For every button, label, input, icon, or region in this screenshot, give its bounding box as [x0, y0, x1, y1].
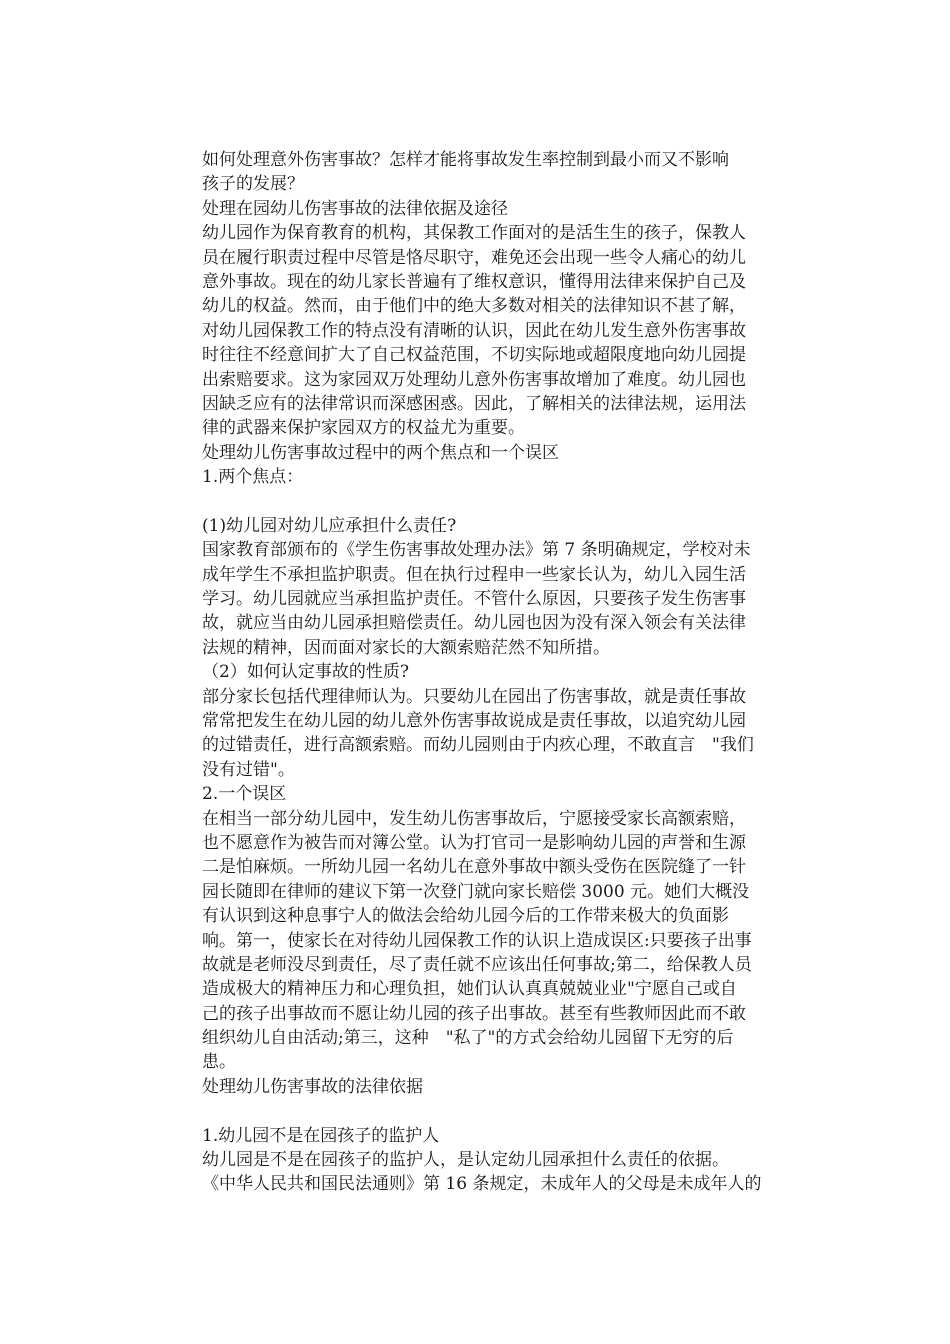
text-line: 时往往不经意间扩大了自己权益范围，不切实际地或超限度地向幼儿园提 [202, 345, 746, 366]
text-line: 患。 [202, 1052, 236, 1073]
document-body [202, 148, 812, 1197]
text-line: 处理在园幼儿伤害事故的法律依据及途径 [202, 198, 508, 219]
text-line: （2）如何认定事故的性质? [202, 662, 409, 683]
text-line: 1.幼儿园不是在园孩子的监护人 [202, 1125, 440, 1146]
text-line: 没有过错"。 [202, 759, 295, 780]
text-line: 幼儿园是不是在园孩子的监护人，是认定幼儿园承担什么责任的依据。 [202, 1150, 729, 1171]
blank-line [202, 1099, 812, 1123]
text-line: 《中华人民共和国民法通则》第 16 条规定，未成年人的父母是未成年人的 [202, 1174, 762, 1195]
text-line: 学习。幼儿园就应当承担监护责任。不管什么原因，只要孩子发生伤害事 [202, 589, 746, 610]
text-line: 幼儿园作为保育教育的机构，其保教工作面对的是活生生的孩子，保教人 [202, 223, 746, 244]
text-line: 法规的精神，因而面对家长的大额索赔茫然不知所措。 [202, 637, 610, 658]
text-line: 的过错责任，进行高额索赔。而幼儿园则由于内疚心理，不敢直言 "我们 [202, 735, 754, 756]
text-line: 在相当一部分幼儿园中，发生幼儿伤害事故后，宁愿接受家长高额索赔， [202, 808, 746, 829]
text-line: 己的孩子出事故而不愿让幼儿园的孩子出事故。甚至有些教师因此而不敢 [202, 1003, 746, 1024]
text-line: 员在履行职责过程中尽管是恪尽职守，难免还会出现一些令人痛心的幼儿 [202, 247, 746, 268]
text-line: 2.一个误区 [202, 784, 287, 805]
text-line: 故就是老师没尽到责任，尽了责任就不应该出任何事故;第二，给保教人员 [202, 954, 752, 975]
text-line: 出索赔要求。这为家园双万处理幼儿意外伤害事故增加了难度。幼儿园也 [202, 369, 746, 390]
text-line: 造成极大的精神压力和心理负担，她们认认真真兢兢业业"宁愿自己或自 [202, 979, 737, 1000]
text-line: 处理幼儿伤害事故过程中的两个焦点和一个误区 [202, 442, 559, 463]
text-line: 国家教育部颁布的《学生伤害事故处理办法》第 7 条明确规定，学校对未 [202, 540, 751, 561]
text-line: 律的武器来保护家园双方的权益尤为重要。 [202, 418, 525, 439]
text-line: 常常把发生在幼儿园的幼儿意外伤害事故说成是责任事故，以追究幼儿园 [202, 710, 746, 731]
text-line: 幼儿的权益。然而，由于他们中的绝大多数对相关的法律知识不甚了解， [202, 296, 746, 317]
text-line: 部分家长包括代理律师认为。只要幼儿在园出了伤害事故，就是责任事故 [202, 686, 746, 707]
text-line: (1)幼儿园对幼儿应承担什么责任? [202, 515, 457, 536]
text-line: 园长随即在律师的建议下第一次登门就向家长赔偿 3000 元。她们大概没 [202, 881, 750, 902]
text-line: 1.两个焦点： [202, 467, 304, 488]
text-line: 有认识到这种息事宁人的做法会给幼儿园今后的工作带来极大的负面影 [202, 906, 729, 927]
text-line: 成年学生不承担监护职责。但在执行过程申一些家长认为，幼儿入园生活 [202, 564, 746, 585]
text-line: 组织幼儿自由活动;第三，这种 "私了"的方式会给幼儿园留下无穷的后 [202, 1028, 734, 1049]
text-line: 意外事故。现在的幼儿家长普遍有了维权意识，懂得用法律来保护自己及 [202, 271, 746, 292]
text-line: 也不愿意作为被告而对簿公堂。认为打官司一是影响幼儿园的声誉和生源 [202, 832, 746, 853]
blank-line [202, 489, 812, 513]
text-line: 响。第一，使家长在对待幼儿园保教工作的认识上造成误区:只要孩子出事 [202, 930, 752, 951]
text-line: 对幼儿园保教工作的特点没有清晰的认识，因此在幼儿发生意外伤害事故 [202, 320, 746, 341]
text-line: 因缺乏应有的法律常识而深感困惑。因此，了解相关的法律法规，运用法 [202, 393, 746, 414]
text-line: 故，就应当由幼儿园承担赔偿责任。幼儿园也因为没有深入领会有关法律 [202, 613, 746, 634]
text-line: 二是怕麻烦。一所幼儿园一名幼儿在意外事故中额头受伤在医院缝了一针 [202, 857, 746, 878]
text-line: 如何处理意外伤害事故？怎样才能将事故发生率控制到最小而又不影响 [202, 150, 729, 170]
text-line: 处理幼儿伤害事故的法律依据 [202, 1076, 423, 1097]
text-line: 孩子的发展？ [202, 174, 304, 195]
